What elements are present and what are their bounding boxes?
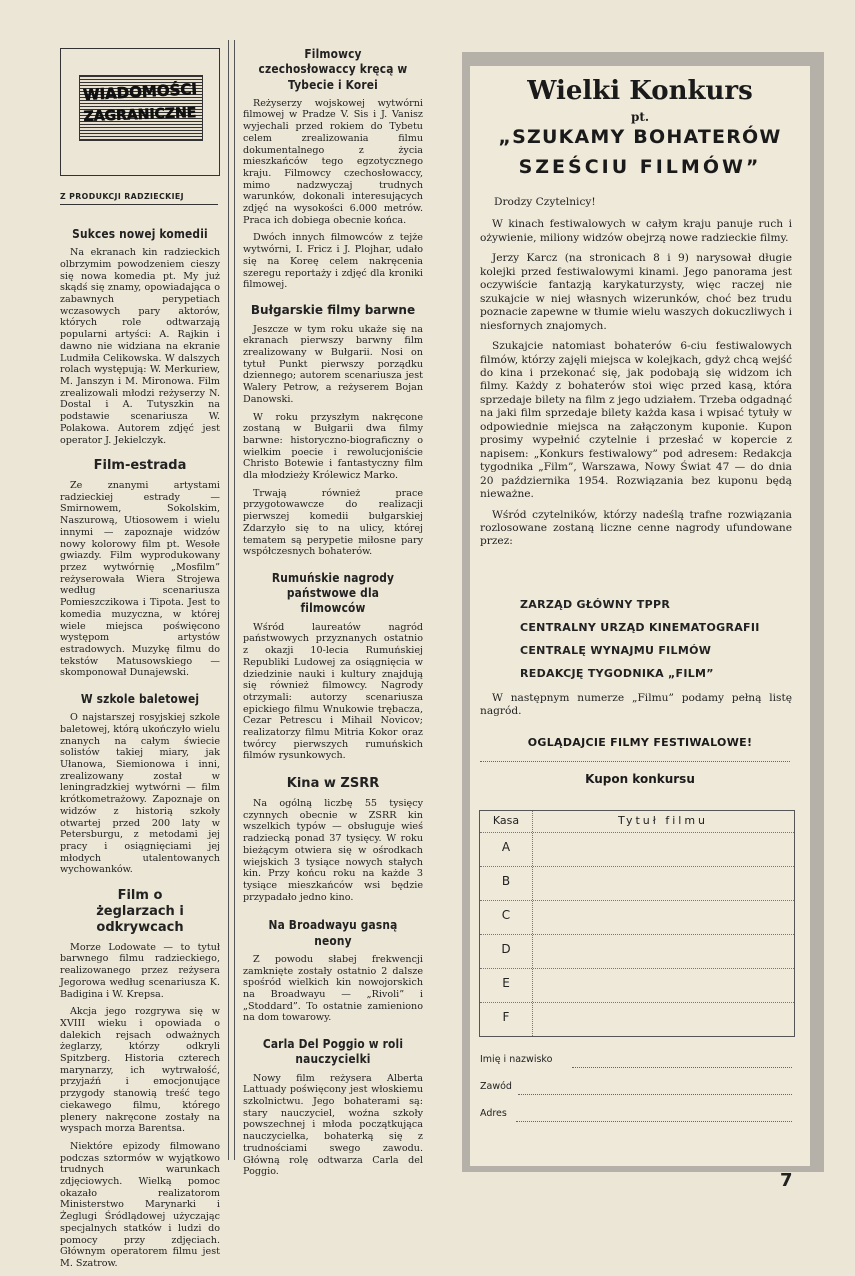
contest-subtitle-2: SZEŚCIU FILMÓW” [518,156,762,178]
sponsor-4: REDAKCJĘ TYGODNIKA „FILM” [520,667,714,680]
column-2 [243,46,423,1184]
coupon-title: Kupon konkursu [585,772,695,786]
contest-title: Wielki Konkurs [527,76,753,106]
logo-line-1: WIADOMOŚCI [82,80,198,104]
logo-line-2: ZAGRANICZNE [83,105,197,125]
contest-paragraph: Jerzy Karcz (na stronicach 8 i 9) narysował długie kolejki przed festiwalowymi kinami. Jego panorama jest oczywiście fantazją karykaturzysty, więc raczej nie szukajcie w niej własnych wizerunków, choć bez trudu poznacie zapewne w tłumie wielu waszych dokuczliwych i niesfornych znajomych. [480,252,792,332]
coupon-row-label: A [501,840,511,854]
separator-line [480,760,790,762]
coupon-row-line [480,832,794,833]
coupon-table [479,810,795,1037]
sponsor-3: CENTRALĘ WYNAJMU FILMÓW [520,644,712,657]
contest-greeting: Drodzy Czytelnicy! [494,196,596,208]
contest-paragraph: Szukajcie natomiast bohaterów 6-ciu festiwalowych filmów, którzy zajęli miejsca w kolejkach, gdyż chcą wejść do kina i przekonać się, jak podobają się widzom ich filmy. Każdy z bohaterów stoi więc przed kasą, która sprzedaje bilety na film z jego udziałem. Trzeba odgadnąć na jaki film sprzedaje bilety każda kasa i wpisać tytuły w odpowiednie miejsca na załączonym kuponie. Kupon prosimy wypełnić czytelnie i przesłać w kopercie z napisem: „Konkurs festiwalowy” pod adresem: Redakcja tygodnika „Film”, Warszawa, Nowy Świat 47 — do dnia 20 października 1954. Rozwiązania bez kuponu będą nieważne. [480,340,792,501]
coupon-row-label: B [501,874,511,888]
contest-paragraph: W następnym numerze „Filmu” podamy pełną listę nagród. [480,692,792,718]
article-title: Na Broadwayu gasną neony [268,917,398,948]
name-label: Imię i nazwisko [480,1054,553,1065]
coupon-row-line [480,900,794,901]
article-title: W szkole baletowej [80,691,200,707]
column-divider [228,40,229,1160]
contest-paragraph: W kinach festiwalowych w całym kraju panuje ruch i ożywienie, miliony widzów obejrzą nowe radzieckie filmy. [480,218,792,244]
sponsor-1: ZARZĄD GŁÓWNY TPPR [520,598,671,611]
sponsor-2: CENTRALNY URZĄD KINEMATOGRAFII [520,621,760,634]
column-divider [234,40,235,1160]
article-title: Filmowcy czechosłowaccy kręcą w Tybecie i Korei [258,46,408,92]
article-paragraph: Ze znanymi artystami radzieckiej estrady — Smirnowem, Sokolskim, Naszurową, Utiosowem i wielu innymi — zapoznaje widzów nowy kolorowy film pt. Wesołe gwiazdy. Film wyprodukowany przez wytwórnię „Mosfilm” reżyserowała Wiera Strojewa według scenariusza Pomieszczikowa i Tipota. Jest to komedia muzyczna, w której wiele miejsca poświęcono występom artystów estradowych. Muzykę filmu do tekstów Matusowskiego — skomponował Dunajewski. [60,480,220,679]
article-title: Film-estrada [93,458,187,474]
page-number: 7 [780,1170,793,1191]
article-paragraph: Morze Lodowate — to tytuł barwnego filmu radzieckiego, realizowanego przez reżysera Jegorowa według scenariusza K. Badigina i W. Krepsa. [60,941,220,1000]
column-1 [60,218,220,1276]
article-paragraph: W roku przyszłym nakręcone zostaną w Bułgarii dwa filmy barwne: historyczno-biograficzny o wielkim poecie i rewolucjoniście Christo Botewie i fantastyczny film dla młodzieży Królewicz Marko. [243,411,423,482]
coupon-header-title: Tytuł filmu [617,814,709,827]
job-field[interactable] [518,1093,792,1095]
article-paragraph: Niektóre epizody filmowano podczas sztormów w wyjątkowo trudnych warunkach zdjęciowych. Wielką pomoc okazało realizatorom Ministerstwo Marynarki i Żeglugi Śródlądowej użyczając specjalnych statków i ludzi do pomocy przy zdjęciach. Głównym operatorem filmu jest M. Szatrow. [60,1140,220,1269]
article-title: Film o żeglarzach i odkrywcach [96,888,184,935]
contest-title-pt: pt. [630,110,650,124]
article-paragraph: Nowy film reżysera Alberta Lattuady poświęcony jest włoskiemu szkolnictwu. Jego bohaterami są: stary nauczyciel, woźna szkoły powszechnej i młoda początkująca nauczycielka, bohaterką się z trudnościami swego zawodu. Główną rolę odtwarza Carla del Poggio. [243,1072,423,1178]
contest-next-issue [480,692,792,726]
article-paragraph: Dwóch innych filmowców z tejże wytwórni, I. Fricz i J. Plojhar, udało się na Koreę celem nakręcenia szeregu reportaży i zdjęć dla kroniki filmowej. [243,232,423,291]
article-title: Rumuńskie nagrody państwowe dla filmowców [271,569,395,616]
address-label: Adres [480,1108,507,1119]
article-title: Sukces nowej komedii [72,226,208,241]
section-kicker: Z PRODUKCJI RADZIECKIEJ [60,192,218,205]
article-title: Carla Del Poggio w roli nauczycielki [262,1036,404,1067]
name-field[interactable] [572,1066,792,1068]
coupon-row-line [480,968,794,969]
contest-body [480,196,792,556]
article-title: Bułgarskie filmy barwne [250,303,416,317]
article-paragraph: Wśród laureatów nagród państwowych przyznanych ostatnio z okazji 10-lecia Rumuńskiej Republiki Ludowej za osiągnięcia w dziedzinie nauki i kultury znajdują się również filmowcy. Nagrody otrzymali: autorzy scenariusza epickiego filmu Wnukowie trębacza, Cezar Petrescu i Mihail Novicov; realizatorzy filmu Mitria Kokor oraz twórcy pierwszych rumuńskich filmów rysunkowych. [243,621,423,762]
contest-slogan: OGLĄDAJCIE FILMY FESTIWALOWE! [527,736,753,749]
article-paragraph: Akcja jego rozgrywa się w XVIII wieku i opowiada o dalekich rejsach odważnych żeglarzy, którzy odkryli Spitzberg. Historia czterech marynarzy, ich wytrwałość, przyjaźń i emocjonujące przygody stanowią treść tego ciekawego filmu, którego plenery nakręcone zostały na wyspach morza Barentsa. [60,1006,220,1135]
section-logo [60,48,220,176]
coupon-row-label: E [502,976,510,990]
coupon-row-label: C [501,908,511,922]
article-paragraph: Z powodu słabej frekwencji zamknięte zostały ostatnio 2 dalsze spośród wielkich kin nowojorskich na Broadwayu — „Rivoli” i „Stoddard”. To ostatnie zamieniono na dom towarowy. [243,953,423,1024]
contest-paragraph: Wśród czytelników, którzy nadeślą trafne rozwiązania rozlosowane zostaną liczne cenne nagrody ufundowane przez: [480,508,792,548]
coupon-row-label: F [502,1010,510,1024]
coupon-row-line [480,934,794,935]
article-paragraph: Na ogólną liczbę 55 tysięcy czynnych obecnie w ZSRR kin wszelkich typów — obsługuje wieś radziecką ponad 37 tysięcy. W roku bieżącym otwiera się w ośrodkach wiejskich 3 tysiące nowych stałych kin. Przy końcu roku na każde 3 tysiące mieszkańców wsi będzie przypadało jedno kino. [243,798,423,903]
article-paragraph: O najstarszej rosyjskiej szkole baletowej, którą ukończyło wielu znanych na całym świecie solistów takiej miary, jak Ułanowa, Siemionowa i inni, zrealizowany został w leningradzkiej wytwórni — film krótkometrażowy. Zapoznaje on widzów z historią szkoły otwartej przed 200 laty w Petersburgu, z metodami jej pracy i osiągnięciami jej młodych utalentowanych wychowanków. [60,712,220,876]
address-field[interactable] [516,1120,792,1122]
contest-subtitle-1: „SZUKAMY BOHATERÓW [498,126,782,148]
article-title: Kina w ZSRR [286,776,380,792]
article-paragraph: Na ekranach kin radzieckich olbrzymim powodzeniem cieszy się nowa komedia pt. My już skądś się znamy, opowiadająca o zabawnych perypetiach wczasowych pary aktorów, których role odtwarzają popularni artyści: A. Rajkin i dawno nie widziana na ekranie Ludmiła Celikowska. W dalszych rolach występują: W. Merkuriew, M. Janszyn i M. Mironowa. Film zrealizowali młodzi reżyserzy N. Dostal i A. Tutyszkin na podstawie scenariusza W. Polakowa. Autorem zdjęć jest operator J. Jekielczyk. [60,247,220,446]
article-paragraph: Trwają również prace przygotowawcze do realizacji pierwszej komedii bułgarskiej Zdarzyło się to na ulicy, której tematem są perypetie miłosne pary współczesnych bohaterów. [243,487,423,558]
coupon-row-label: D [501,942,511,956]
job-label: Zawód [480,1081,512,1092]
coupon-header-kasa: Kasa [492,814,520,827]
coupon-row-line [480,866,794,867]
article-paragraph: Jeszcze w tym roku ukaże się na ekranach pierwszy barwny film zrealizowany w Bułgarii. Nosi on tytuł Punkt pierwszy porządku dziennego; autorem scenariusza jest Walery Petrow, a reżyserem Bojan Danowski. [243,323,423,405]
coupon-row-line [480,1002,794,1003]
article-paragraph: Reżyserzy wojskowej wytwórni filmowej w Pradze V. Sis i J. Vanisz wyjechali przed rokiem do Tybetu celem zrealizowania filmu dokumentalnego z życia mieszkańców tego egzotycznego kraju. Filmowcy czechosłowaccy, mimo nadzwyczaj trudnych warunków, dokonali interesujących zdjęć na wysokości 6.000 metrów. Praca ich dobiega obecnie końca. [243,97,423,226]
